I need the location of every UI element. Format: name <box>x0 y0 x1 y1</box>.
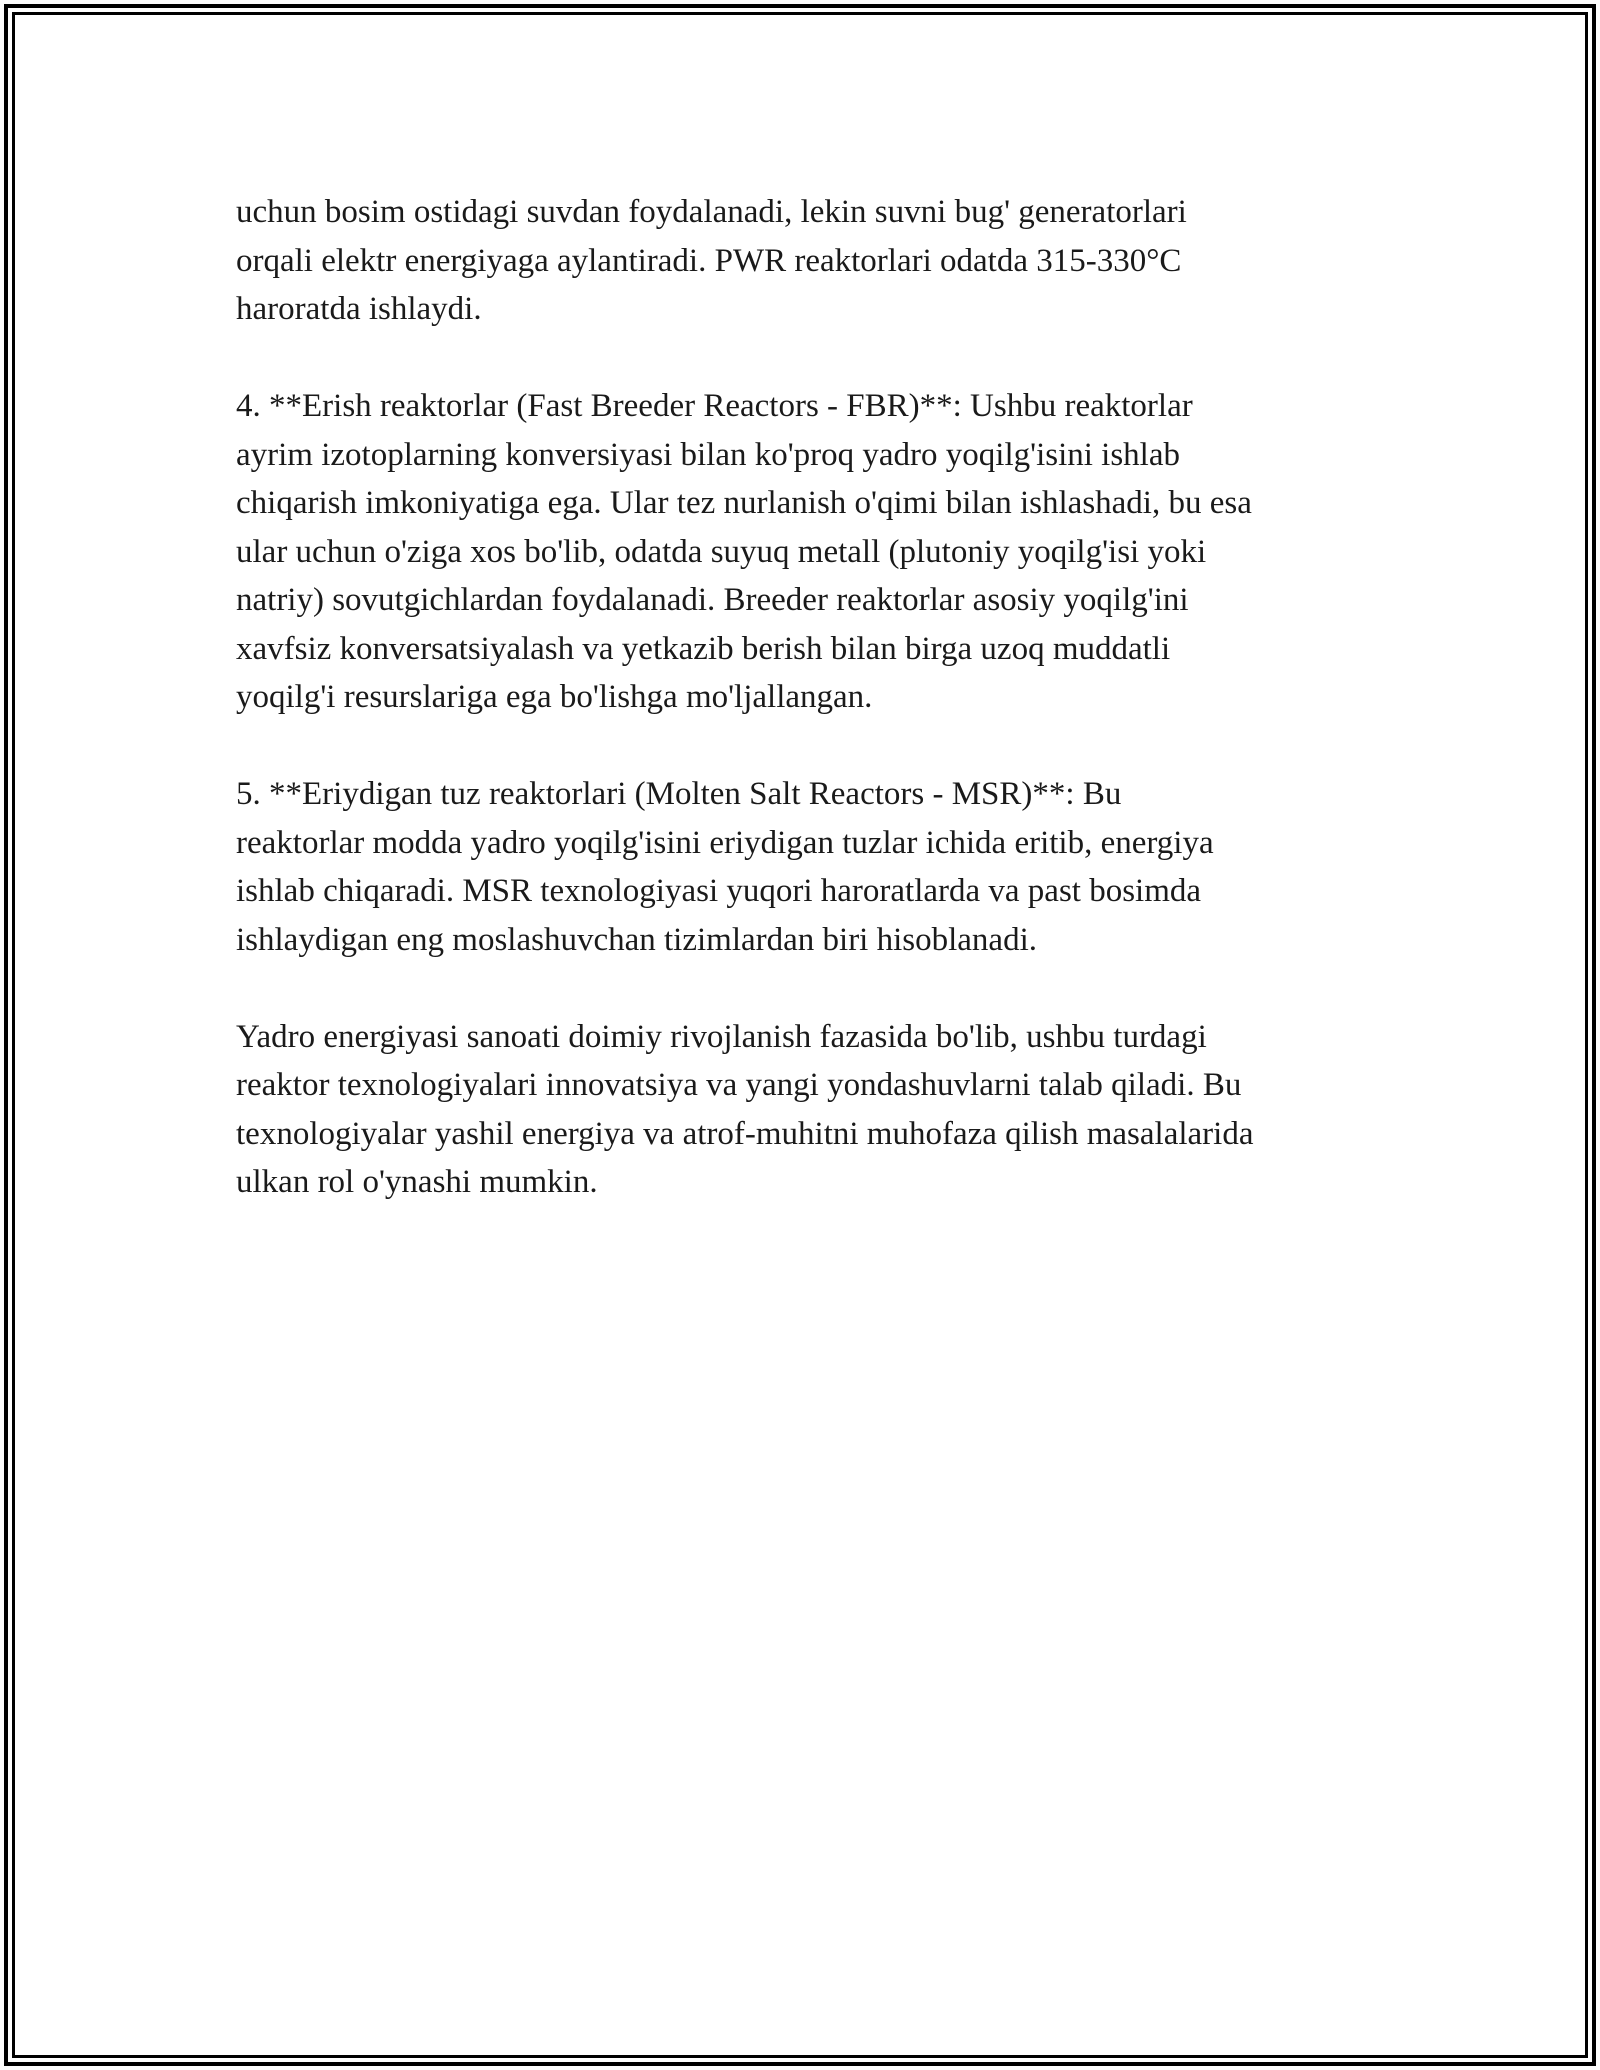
text-line: 5. **Eriydigan tuz reaktorlari (Molten Salt Reactors - MSR)**: Bu <box>236 776 1122 812</box>
text-line: reaktor texnologiyalari innovatsiya va yangi yondashuvlarni talab qiladi. Bu <box>236 1067 1242 1103</box>
text-line: haroratda ishlaydi. <box>236 291 482 327</box>
paragraph-msr <box>236 770 1376 964</box>
text-line: yoqilg'i resurslariga ega bo'lishga mo'ljallangan. <box>236 679 873 715</box>
text-line: ishlaydigan eng moslashuvchan tizimlardan biri hisoblanadi. <box>236 921 1037 958</box>
text-line: chiqarish imkoniyatiga ega. Ular tez nurlanish o'qimi bilan ishlashadi, bu esa <box>236 485 1252 521</box>
document-body <box>236 188 1376 1255</box>
paragraph-conclusion <box>236 1013 1376 1207</box>
text-line: 4. **Erish reaktorlar (Fast Breeder Reactors - FBR)**: Ushbu reaktorlar <box>236 388 1193 424</box>
text-line: ishlab chiqaradi. MSR texnologiyasi yuqori haroratlarda va past bosimda <box>236 873 1202 909</box>
text-line: texnologiyalar yashil energiya va atrof-muhitni muhofaza qilish masalalarida <box>236 1115 1254 1152</box>
text-line: ayrim izotoplarning konversiyasi bilan ko'proq yadro yoqilg'isini ishlab <box>236 436 1180 473</box>
text-line: xavfsiz konversatsiyalash va yetkazib berish bilan birga uzoq muddatli <box>236 630 1171 667</box>
text-line: reaktorlar modda yadro yoqilg'isini eriydigan tuzlar ichida eritib, energiya <box>236 824 1214 861</box>
paragraph-pwr-continuation <box>236 188 1376 334</box>
text-line: ulkan rol o'ynashi mumkin. <box>236 1164 598 1200</box>
paragraph-fbr <box>236 382 1376 722</box>
text-line: Yadro energiyasi sanoati doimiy rivojlanish fazasida bo'lib, ushbu turdagi <box>236 1018 1207 1055</box>
text-line: uchun bosim ostidagi suvdan foydalanadi, lekin suvni bug' generatorlari <box>236 194 1187 230</box>
text-line: natriy) sovutgichlardan foydalanadi. Breeder reaktorlar asosiy yoqilg'ini <box>236 582 1189 618</box>
text-line: ular uchun o'ziga xos bo'lib, odatda suyuq metall (plutoniy yoqilg'isi yoki <box>236 533 1207 570</box>
text-line: orqali elektr energiyaga aylantiradi. PWR reaktorlari odatda 315-330°C <box>236 242 1182 279</box>
